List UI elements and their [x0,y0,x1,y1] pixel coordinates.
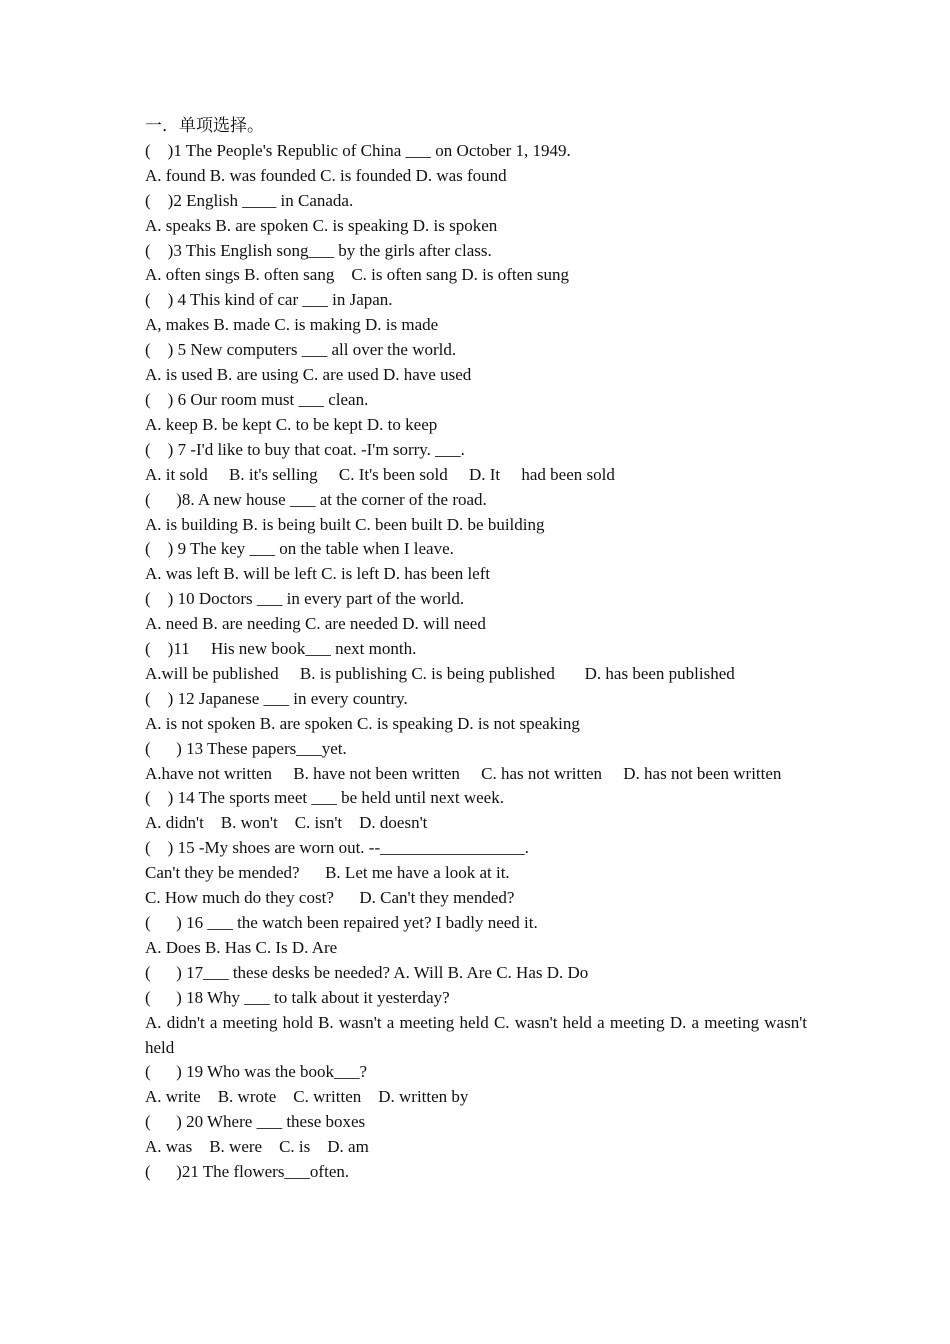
question-10-stem: ( ) 10 Doctors ___ in every part of the world. [145,589,465,609]
question-1-stem: ( )1 The People's Republic of China ___ on October 1, 1949. [145,140,571,160]
question-11-stem: ( )11 His new book___ next month. [145,639,417,659]
question-2-options: A. speaks B. are spoken C. is speaking D. is spoken [145,215,498,235]
question-7-stem: ( ) 7 -I'd like to buy that coat. -I'm sorry. ___. [145,439,465,459]
question-4-stem: ( ) 4 This kind of car ___ in Japan. [145,290,393,310]
question-9-stem: ( ) 9 The key ___ on the table when I leave. [145,539,454,559]
question-18-stem: ( ) 18 Why ___ to talk about it yesterday? [145,987,450,1007]
question-11-options: A.will be published B. is publishing C. is being published D. has been published [145,663,735,683]
question-21-stem: ( )21 The flowers___often. [145,1162,350,1182]
question-9-options: A. was left B. will be left C. is left D. has been left [145,564,491,584]
question-10-options: A. need B. are needing C. are needed D. will need [145,614,486,634]
question-1-options: A. found B. was founded C. is founded D. was found [145,165,507,185]
question-16-stem: ( ) 16 ___ the watch been repaired yet? I badly need it. [145,913,538,932]
question-6-stem: ( ) 6 Our room must ___ clean. [145,389,369,409]
document-body [145,114,812,1185]
section-title: 一．单项选择。 [145,116,264,135]
question-3-options: A. often sings B. often sang C. is often sang D. is often sung [145,265,570,285]
question-12-options: A. is not spoken B. are spoken C. is speaking D. is not speaking [145,713,580,733]
question-4-options: A, makes B. made C. is making D. is made [145,315,439,335]
question-14-stem: ( ) 14 The sports meet ___ be held until next week. [145,788,504,808]
question-8-stem: ( )8. A new house ___ at the corner of the road. [145,489,487,509]
question-19-stem: ( ) 19 Who was the book___? [145,1062,368,1082]
question-3-stem: ( )3 This English song___ by the girls after class. [145,240,492,260]
question-13-stem: ( ) 13 These papers___yet. [145,738,347,758]
question-18-options: A. didn't a meeting hold B. wasn't a meeting held C. wasn't held a meeting D. a meeting wasn't held [145,1012,812,1057]
question-13-options: A.have not written B. have not been written C. has not written D. has not been written [145,763,782,783]
question-5-options: A. is used B. are using C. are used D. have used [145,365,472,385]
question-2-stem: ( )2 English ____ in Canada. [145,190,354,210]
question-17-stem: ( ) 17___ these desks be needed? A. Will B. Are C. Has D. Do [145,962,589,982]
question-14-options: A. didn't B. won't C. isn't D. doesn't [145,813,428,833]
question-7-options: A. it sold B. it's selling C. It's been sold D. It had been sold [145,464,615,484]
question-5-stem: ( ) 5 New computers ___ all over the world. [145,340,457,360]
question-15-stem: ( ) 15 -My shoes are worn out. --_________________. [145,838,529,858]
question-6-options: A. keep B. be kept C. to be kept D. to keep [145,414,438,434]
question-20-stem: ( ) 20 Where ___ these boxes [145,1112,366,1132]
question-12-stem: ( ) 12 Japanese ___ in every country. [145,688,408,708]
question-16-options: A. Does B. Has C. Is D. Are [145,937,338,957]
question-19-options: A. write B. wrote C. written D. written by [145,1087,469,1107]
question-8-options: A. is building B. is being built C. been built D. be building [145,514,545,534]
question-15-options-2: C. How much do they cost? D. Can't they mended? [145,888,515,908]
question-15-options: Can't they be mended? B. Let me have a look at it. [145,863,510,883]
question-20-options: A. was B. were C. is D. am [145,1137,369,1157]
